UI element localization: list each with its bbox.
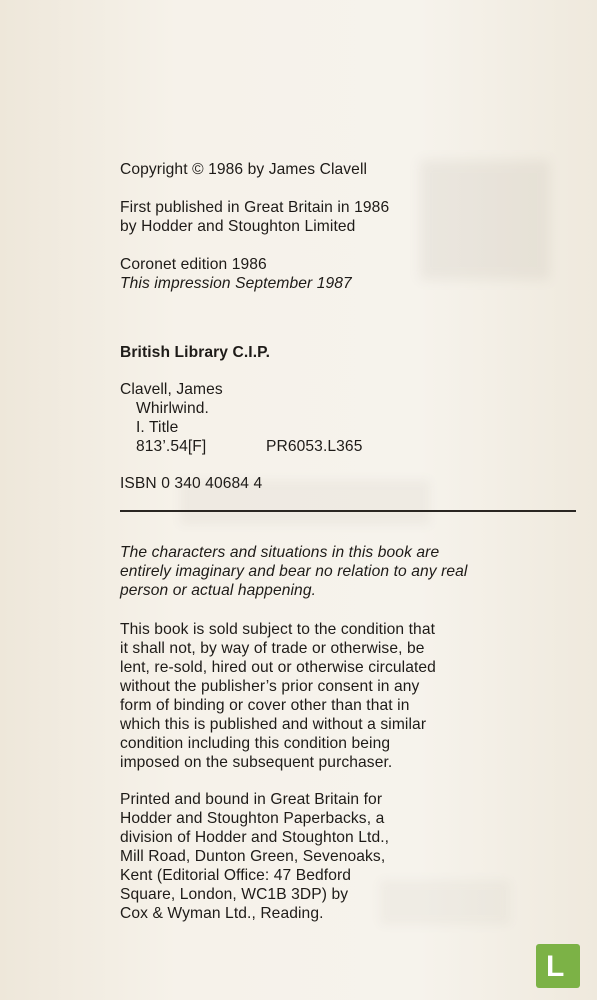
show-through-shadow xyxy=(380,880,510,925)
disclaimer-line: The characters and situations in this book are xyxy=(120,544,440,561)
conditions-line: lent, re-sold, hired out or otherwise circulated xyxy=(120,659,436,676)
copyright-line: Copyright © 1986 by James Clavell xyxy=(120,161,368,178)
printer-line: Printed and bound in Great Britain for xyxy=(120,791,383,808)
printer-line: Mill Road, Dunton Green, Sevenoaks, xyxy=(120,848,386,865)
cip-classification-dewey: 813’.54[F] xyxy=(136,438,207,455)
cip-series: I. Title xyxy=(136,419,179,436)
divider-rule xyxy=(120,510,576,512)
printer-line: Hodder and Stoughton Paperbacks, a xyxy=(120,810,385,827)
first-published-line-1: First published in Great Britain in 1986 xyxy=(120,199,390,216)
impression-line: This impression September 1987 xyxy=(120,275,352,292)
conditions-line: condition including this condition being xyxy=(120,735,391,752)
edition-line: Coronet edition 1986 xyxy=(120,256,267,273)
cip-classification-lc: PR6053.L365 xyxy=(266,438,363,455)
cip-title: Whirlwind. xyxy=(136,400,209,417)
printer-line: Kent (Editorial Office: 47 Bedford xyxy=(120,867,352,884)
isbn: ISBN 0 340 40684 4 xyxy=(120,475,263,492)
printer-line: division of Hodder and Stoughton Ltd., xyxy=(120,829,390,846)
first-published-line-2: by Hodder and Stoughton Limited xyxy=(120,218,356,235)
conditions-line: which this is published and without a similar xyxy=(120,716,427,733)
show-through-shadow xyxy=(420,160,550,280)
conditions-line: it shall not, by way of trade or otherwise, be xyxy=(120,640,425,657)
conditions-line: imposed on the subsequent purchaser. xyxy=(120,754,393,771)
printer-line: Square, London, WC1B 3DP) by xyxy=(120,886,349,903)
printer-line: Cox & Wyman Ltd., Reading. xyxy=(120,905,324,922)
conditions-line: without the publisher’s prior consent in any xyxy=(120,678,420,695)
cip-heading: British Library C.I.P. xyxy=(120,344,271,361)
disclaimer-line: person or actual happening. xyxy=(120,582,317,599)
cip-author: Clavell, James xyxy=(120,381,223,398)
conditions-line: This book is sold subject to the condition that xyxy=(120,621,436,638)
disclaimer-line: entirely imaginary and bear no relation to any real xyxy=(120,563,468,580)
conditions-line: form of binding or cover other than that in xyxy=(120,697,410,714)
watermark-logo-icon: L xyxy=(536,944,580,988)
